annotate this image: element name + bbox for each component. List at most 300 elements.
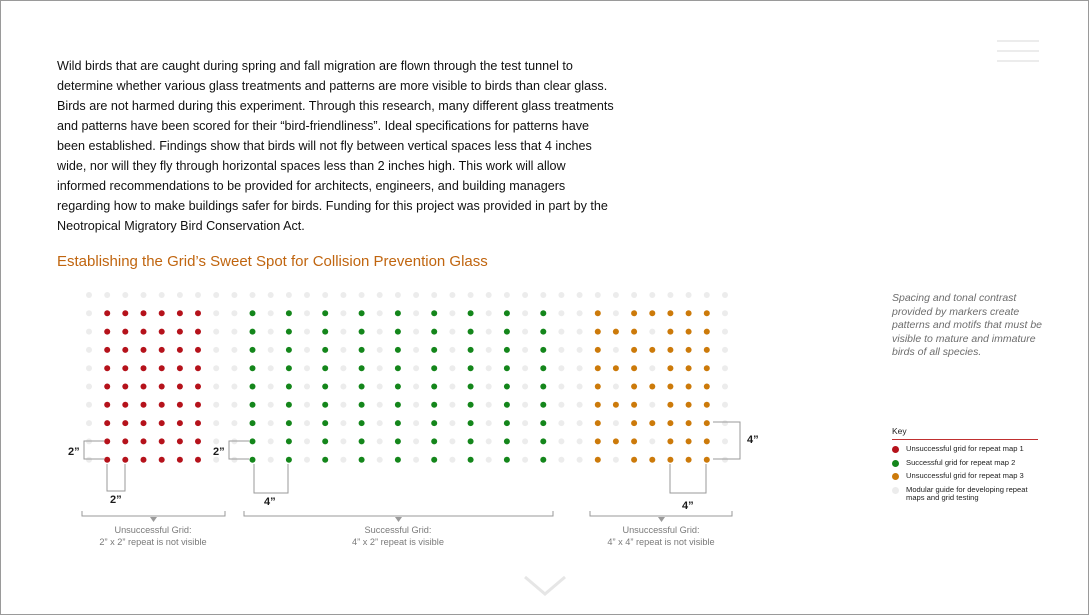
guide-dot	[213, 329, 219, 335]
guide-dot	[631, 292, 637, 298]
dots-layer	[86, 292, 728, 463]
grid-2-dot	[431, 420, 437, 426]
guide-dot	[286, 292, 292, 298]
guide-dot	[377, 292, 383, 298]
grid-1-dot	[141, 347, 147, 353]
guide-dot	[449, 420, 455, 426]
grid-3-dot	[595, 347, 601, 353]
caption-detail: 2” x 2” repeat is not visible	[99, 537, 207, 547]
guide-dot	[722, 402, 728, 408]
guide-dot	[722, 292, 728, 298]
grid-1-dot	[122, 347, 128, 353]
guide-dot	[231, 365, 237, 371]
legend-dot-orange	[892, 473, 899, 480]
grid-3-dot	[595, 420, 601, 426]
grid-3-dot	[631, 329, 637, 335]
grid-1-dot	[141, 438, 147, 444]
grid-2-dot	[468, 420, 474, 426]
guide-dot	[322, 292, 328, 298]
grid-3-dot	[667, 384, 673, 390]
guide-dot	[304, 457, 310, 463]
guide-dot	[268, 365, 274, 371]
grid-2-dot	[395, 402, 401, 408]
grid-3-dot	[704, 329, 710, 335]
grid-2-dot	[322, 420, 328, 426]
guide-dot	[104, 292, 110, 298]
guide-dot	[268, 438, 274, 444]
grid-2-dot	[250, 329, 256, 335]
guide-dot	[449, 438, 455, 444]
guide-dot	[449, 384, 455, 390]
guide-dot	[304, 365, 310, 371]
guide-dot	[522, 310, 528, 316]
caption-title: Unsuccessful Grid:	[622, 525, 700, 535]
guide-dot	[577, 347, 583, 353]
grid-3-dot	[649, 310, 655, 316]
grid-2-dot	[540, 365, 546, 371]
grid-3-dot	[686, 347, 692, 353]
grid-2-dot	[250, 384, 256, 390]
guide-dot	[413, 310, 419, 316]
guide-dot	[141, 292, 147, 298]
grid-1-dot	[122, 438, 128, 444]
guide-dot	[340, 438, 346, 444]
guide-dot	[340, 384, 346, 390]
guide-dot	[522, 438, 528, 444]
guide-dot	[522, 457, 528, 463]
grid-2-dot	[431, 347, 437, 353]
guide-dot	[377, 384, 383, 390]
grid-3-dot	[631, 402, 637, 408]
dimension-line-horizontal	[107, 464, 125, 491]
guide-dot	[304, 438, 310, 444]
guide-dot	[413, 292, 419, 298]
grid-1-dot	[104, 457, 110, 463]
grid-3-dot	[686, 420, 692, 426]
guide-dot	[231, 384, 237, 390]
grid-3-dot	[704, 420, 710, 426]
guide-dot	[577, 457, 583, 463]
grid-3-dot	[686, 310, 692, 316]
guide-dot	[231, 292, 237, 298]
guide-dot	[613, 420, 619, 426]
guide-dot	[377, 347, 383, 353]
grid-1-caption	[53, 524, 253, 548]
grid-3-dot	[667, 310, 673, 316]
guide-dot	[558, 384, 564, 390]
guide-dot	[613, 292, 619, 298]
guide-dot	[413, 402, 419, 408]
guide-dot	[213, 384, 219, 390]
grid-2-dot	[540, 384, 546, 390]
grid-1-dot	[195, 402, 201, 408]
guide-dot	[377, 420, 383, 426]
guide-dot	[340, 329, 346, 335]
guide-dot	[268, 384, 274, 390]
guide-dot	[577, 420, 583, 426]
guide-dot	[486, 384, 492, 390]
grid-1-dot	[195, 457, 201, 463]
grid-3-dot	[649, 420, 655, 426]
dimension-label: 2”	[213, 446, 225, 458]
guide-dot	[304, 310, 310, 316]
legend-item	[892, 472, 1042, 481]
grid-3-dot	[686, 365, 692, 371]
guide-dot	[268, 329, 274, 335]
grid-2-dot	[395, 310, 401, 316]
guide-dot	[522, 329, 528, 335]
grid-2-dot	[504, 420, 510, 426]
grid-3-dot	[649, 384, 655, 390]
grid-1-dot	[141, 384, 147, 390]
grid-2-dot	[395, 384, 401, 390]
grid-2-dot	[468, 457, 474, 463]
guide-dot	[377, 310, 383, 316]
grid-1-dot	[195, 365, 201, 371]
guide-dot	[359, 292, 365, 298]
guide-dot	[268, 292, 274, 298]
grid-1-dot	[104, 420, 110, 426]
dimension-label: 4”	[264, 496, 276, 508]
guide-dot	[86, 310, 92, 316]
guide-dot	[558, 457, 564, 463]
guide-dot	[213, 365, 219, 371]
caption-bracket	[82, 511, 225, 516]
guide-dot	[231, 457, 237, 463]
grid-1-dot	[141, 310, 147, 316]
guide-dot	[268, 347, 274, 353]
guide-dot	[231, 329, 237, 335]
grid-2-dot	[504, 347, 510, 353]
guide-dot	[577, 365, 583, 371]
grid-2-dot	[504, 329, 510, 335]
grid-2-dot	[504, 310, 510, 316]
grid-2-dot	[286, 457, 292, 463]
guide-dot	[649, 365, 655, 371]
caption-detail: 4” x 2” repeat is visible	[352, 537, 444, 547]
grid-2-dot	[359, 347, 365, 353]
grid-2-dot	[359, 310, 365, 316]
guide-dot	[268, 402, 274, 408]
guide-dot	[213, 402, 219, 408]
guide-dot	[268, 420, 274, 426]
guide-dot	[86, 402, 92, 408]
grid-2-dot	[504, 438, 510, 444]
grid-1-dot	[141, 457, 147, 463]
grid-2-dot	[395, 457, 401, 463]
intro-paragraph: Wild birds that are caught during spring and fall migration are flown through the test tunnel to determine whether various glass treatments and patterns are more visible to birds than clear glass. Birds are not harmed during this experiment. Through this research, many different glass treatments and patterns have been scored for their “bird-friendliness”. Ideal specifications for patterns have been established. Findings show that birds will not fly between vertical spaces less that 4 inches wide, nor will they fly through horizontal spaces less than 2 inches high. This work will allow informed recommendations to be provided for architects, engineers, and building managers regarding how to make buildings safer for birds. Funding for this project was provided in part by the Neotropical Migratory Bird Conservation Act.	[57, 59, 614, 233]
guide-dot	[558, 329, 564, 335]
grid-2-dot	[359, 384, 365, 390]
guide-dot	[558, 310, 564, 316]
grid-1-dot	[122, 329, 128, 335]
grid-2-dot	[286, 384, 292, 390]
grid-1-dot	[104, 310, 110, 316]
grid-3-dot	[686, 438, 692, 444]
grid-3-dot	[704, 457, 710, 463]
bracket-arrows	[150, 517, 665, 522]
grid-1-dot	[104, 384, 110, 390]
guide-dot	[522, 420, 528, 426]
guide-dot	[86, 329, 92, 335]
guide-dot	[577, 329, 583, 335]
grid-3-dot	[595, 402, 601, 408]
dimension-label: 2”	[110, 494, 122, 506]
caption-title: Successful Grid:	[364, 525, 432, 535]
grid-3-dot	[649, 457, 655, 463]
guide-dot	[159, 292, 165, 298]
caption-detail: 4” x 4” repeat is not visible	[607, 537, 715, 547]
grid-2-dot	[250, 365, 256, 371]
legend-item	[892, 459, 1042, 468]
legend-item	[892, 445, 1042, 454]
grid-2-dot	[504, 457, 510, 463]
guide-dot	[522, 384, 528, 390]
grid-1-dot	[159, 402, 165, 408]
grid-2-dot	[322, 329, 328, 335]
guide-dot	[722, 310, 728, 316]
guide-dot	[213, 310, 219, 316]
grid-2-dot	[395, 420, 401, 426]
grid-3-dot	[613, 365, 619, 371]
guide-dot	[304, 420, 310, 426]
grid-2-dot	[286, 402, 292, 408]
grid-1-dot	[195, 420, 201, 426]
guide-dot	[413, 365, 419, 371]
guide-dot	[231, 347, 237, 353]
grid-2-dot	[395, 365, 401, 371]
guide-dot	[449, 329, 455, 335]
grid-3-dot	[631, 310, 637, 316]
grid-1-dot	[159, 310, 165, 316]
guide-dot	[413, 347, 419, 353]
grid-2-dot	[431, 457, 437, 463]
grid-3-dot	[631, 457, 637, 463]
grid-3-dot	[595, 438, 601, 444]
legend-title: Key	[892, 426, 1038, 440]
grid-3-dot	[667, 402, 673, 408]
legend-dot-gray	[892, 487, 899, 494]
grid-1-dot	[159, 365, 165, 371]
guide-dot	[340, 310, 346, 316]
grid-1-dot	[177, 402, 183, 408]
grid-2-dot	[540, 438, 546, 444]
grid-2-dot	[431, 310, 437, 316]
guide-dot	[577, 438, 583, 444]
grid-3-dot	[631, 420, 637, 426]
grid-2-dot	[431, 402, 437, 408]
grid-1-dot	[177, 438, 183, 444]
guide-dot	[486, 402, 492, 408]
legend-label: Unsuccessful grid for repeat map 1	[906, 444, 1024, 453]
grid-2-dot	[250, 310, 256, 316]
grid-1-dot	[159, 384, 165, 390]
guide-dot	[449, 402, 455, 408]
grid-3-dot	[649, 347, 655, 353]
guide-dot	[704, 292, 710, 298]
grid-3-dot	[667, 329, 673, 335]
caption-bracket	[244, 511, 553, 516]
bracket-arrow	[395, 517, 402, 522]
guide-dot	[304, 347, 310, 353]
legend-item	[892, 486, 1042, 503]
grid-1-dot	[141, 402, 147, 408]
grid-2-dot	[250, 457, 256, 463]
guide-dot	[304, 384, 310, 390]
grid-2-dot	[395, 438, 401, 444]
legend-label: Modular guide for developing repeat maps and grid testing	[906, 484, 1028, 503]
grid-2-dot	[540, 402, 546, 408]
guide-dot	[395, 292, 401, 298]
grid-3-dot	[595, 365, 601, 371]
grid-2-dot	[322, 402, 328, 408]
guide-dot	[613, 384, 619, 390]
guide-dot	[486, 347, 492, 353]
guide-dot	[486, 329, 492, 335]
caption-title: Unsuccessful Grid:	[114, 525, 192, 535]
grid-2-dot	[286, 310, 292, 316]
guide-dot	[304, 402, 310, 408]
guide-dot	[577, 402, 583, 408]
grid-1-dot	[177, 365, 183, 371]
grid-3-dot	[686, 457, 692, 463]
grid-3-dot	[686, 329, 692, 335]
grid-1-dot	[177, 384, 183, 390]
grid-2-dot	[250, 347, 256, 353]
guide-dot	[686, 292, 692, 298]
guide-dot	[613, 457, 619, 463]
grid-3-caption	[561, 524, 761, 548]
grid-3-dot	[631, 347, 637, 353]
grid-3-dot	[686, 402, 692, 408]
section-title: Establishing the Grid’s Sweet Spot for Collision Prevention Glass	[57, 253, 488, 270]
guide-dot	[613, 310, 619, 316]
grid-2-dot	[359, 438, 365, 444]
guide-dot	[377, 457, 383, 463]
guide-dot	[558, 438, 564, 444]
grid-2-dot	[504, 365, 510, 371]
grid-2-dot	[359, 329, 365, 335]
guide-dot	[340, 402, 346, 408]
grid-2-dot	[395, 329, 401, 335]
guide-dot	[540, 292, 546, 298]
guide-dot	[722, 329, 728, 335]
grid-2-dot	[468, 310, 474, 316]
grid-1-dot	[195, 310, 201, 316]
guide-dot	[86, 347, 92, 353]
dimension-line-vertical	[229, 441, 249, 459]
grid-2-dot	[322, 384, 328, 390]
guide-dot	[340, 457, 346, 463]
guide-dot	[722, 457, 728, 463]
grid-1-dot	[159, 329, 165, 335]
dimension-label: 4”	[747, 434, 759, 446]
grid-1-dot	[177, 347, 183, 353]
guide-dot	[177, 292, 183, 298]
guide-dot	[431, 292, 437, 298]
grid-2-dot	[468, 347, 474, 353]
guide-dot	[86, 420, 92, 426]
guide-dot	[86, 365, 92, 371]
grid-3-dot	[613, 438, 619, 444]
grid-1-dot	[195, 438, 201, 444]
guide-dot	[486, 438, 492, 444]
grid-2-dot	[250, 402, 256, 408]
guide-dot	[595, 292, 601, 298]
guide-dot	[558, 365, 564, 371]
guide-dot	[522, 292, 528, 298]
guide-dot	[722, 420, 728, 426]
guide-dot	[213, 292, 219, 298]
guide-dot	[413, 384, 419, 390]
guide-dot	[649, 292, 655, 298]
guide-dot	[722, 438, 728, 444]
grid-2-dot	[286, 365, 292, 371]
grid-3-dot	[667, 420, 673, 426]
guide-dot	[667, 292, 673, 298]
grid-2-dot	[468, 402, 474, 408]
grid-1-dot	[122, 402, 128, 408]
grid-2-dot	[540, 420, 546, 426]
grid-1-dot	[177, 329, 183, 335]
grid-1-dot	[122, 310, 128, 316]
grid-1-dot	[195, 329, 201, 335]
guide-dot	[304, 329, 310, 335]
scroll-down-chevron-icon[interactable]	[523, 574, 567, 598]
guide-dot	[304, 292, 310, 298]
guide-dot	[486, 457, 492, 463]
grid-2-dot	[286, 329, 292, 335]
legend-dot-red	[892, 446, 899, 453]
grid-1-dot	[122, 457, 128, 463]
guide-dot	[377, 365, 383, 371]
grid-2-dot	[431, 365, 437, 371]
grid-1-dot	[141, 420, 147, 426]
grid-3-dot	[667, 457, 673, 463]
dimension-label: 4”	[682, 500, 694, 512]
grid-2-dot	[504, 384, 510, 390]
grid-2-dot	[322, 365, 328, 371]
guide-dot	[468, 292, 474, 298]
guide-dot	[649, 438, 655, 444]
grid-1-dot	[159, 457, 165, 463]
guide-dot	[522, 347, 528, 353]
grid-2-caption	[298, 524, 498, 548]
legend	[892, 426, 1042, 503]
guide-dot	[413, 420, 419, 426]
dimension-line-horizontal	[670, 464, 706, 493]
guide-dot	[486, 365, 492, 371]
guide-dot	[522, 402, 528, 408]
guide-dot	[231, 420, 237, 426]
legend-label: Unsuccessful grid for repeat map 3	[906, 471, 1024, 481]
guide-dot	[86, 292, 92, 298]
grid-2-dot	[322, 438, 328, 444]
guide-dot	[213, 420, 219, 426]
guide-dot	[195, 292, 201, 298]
guide-dot	[268, 310, 274, 316]
grid-3-dot	[704, 384, 710, 390]
guide-dot	[231, 310, 237, 316]
grid-3-dot	[595, 329, 601, 335]
guide-dot	[377, 329, 383, 335]
grid-2-dot	[322, 457, 328, 463]
guide-dot	[449, 310, 455, 316]
grid-2-dot	[468, 329, 474, 335]
guide-dot	[722, 384, 728, 390]
guide-dot	[577, 292, 583, 298]
caption-bracket	[590, 511, 732, 516]
